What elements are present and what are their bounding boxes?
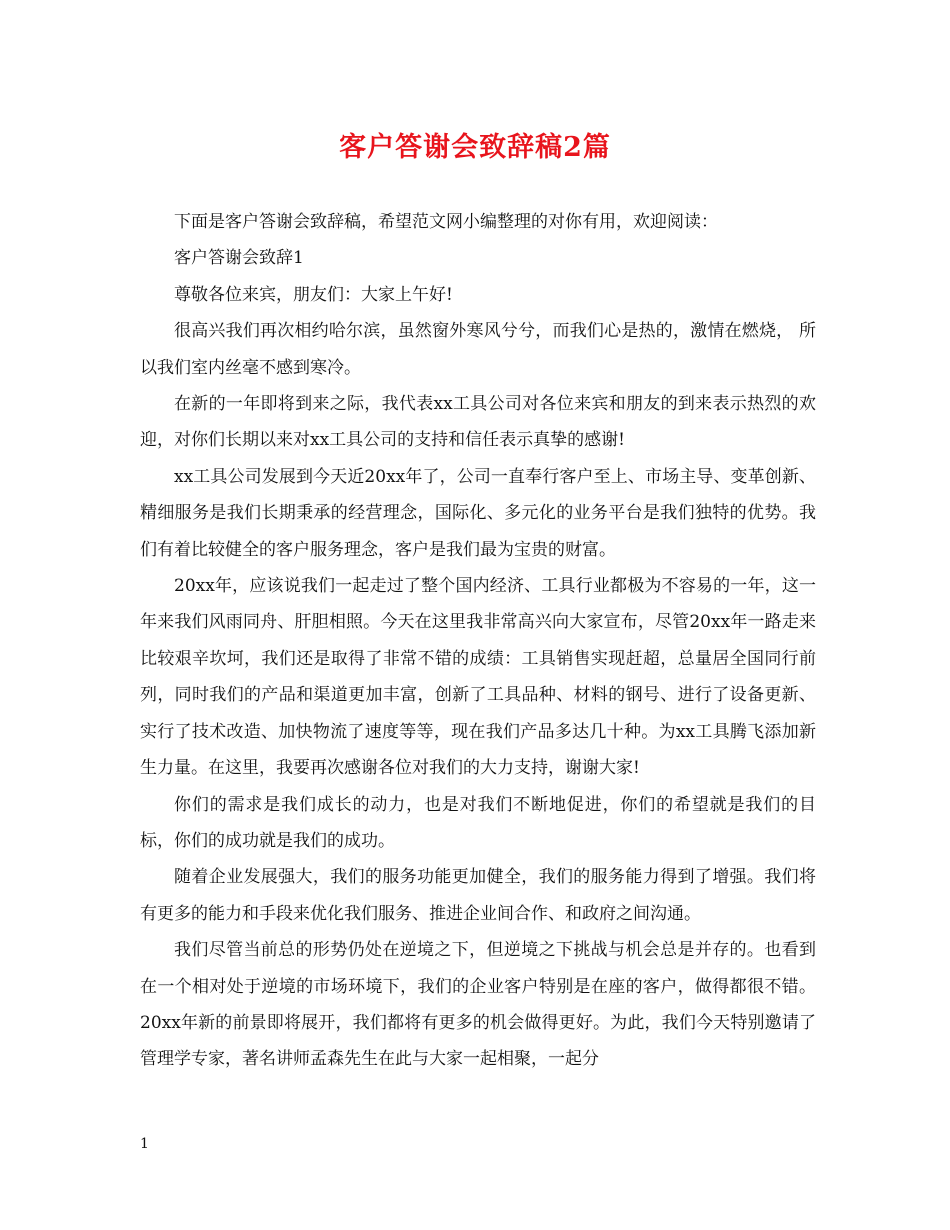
document-body — [140, 204, 816, 1078]
document-title: 客户答谢会致辞稿2篇 — [339, 132, 611, 163]
paragraph: 在新的一年即将到来之际，我代表xx工具公司对各位来宾和朋友的到来表示热烈的欢迎，对你们长期以来对xx工具公司的支持和信任表示真挚的感谢! — [140, 394, 816, 451]
paragraph: 很高兴我们再次相约哈尔滨，虽然窗外寒风兮兮，而我们心是热的，激情在燃烧， 所以我们室内丝毫不感到寒冷。 — [140, 321, 816, 378]
paragraph: 随着企业发展强大，我们的服务功能更加健全，我们的服务能力得到了增强。我们将有更多的能力和手段来优化我们服务、推进企业间合作、和政府之间沟通。 — [140, 867, 816, 924]
paragraph: 我们尽管当前总的形势仍处在逆境之下，但逆境之下挑战与机会总是并存的。也看到在一个相对处于逆境的市场环境下，我们的企业客户特别是在座的客户，做得都很不错。20xx年新的前景即将展开，我们都将有更多的机会做得更好。为此，我们今天特别邀请了管理学专家，著名讲师孟森先生在此与大家一起相聚，一起分 — [140, 940, 816, 1070]
paragraph: 你们的需求是我们成长的动力，也是对我们不断地促进，你们的希望就是我们的目标，你们的成功就是我们的成功。 — [140, 794, 816, 851]
paragraph: xx工具公司发展到今天近20xx年了，公司一直奉行客户至上、市场主导、变革创新、精细服务是我们长期秉承的经营理念，国际化、多元化的业务平台是我们独特的优势。我们有着比较健全的客户服务理念，客户是我们最为宝贵的财富。 — [140, 466, 816, 560]
page-number: 1 — [140, 1136, 149, 1152]
paragraph: 下面是客户答谢会致辞稿，希望范文网小编整理的对你有用，欢迎阅读： — [174, 212, 718, 232]
paragraph: 20xx年，应该说我们一起走过了整个国内经济、工具行业都极为不容易的一年，这一年来我们风雨同舟、肝胆相照。今天在这里我非常高兴向大家宣布，尽管20xx年一路走来比较艰辛坎坷，我们还是取得了非常不错的成绩：工具销售实现赶超，总量居全国同行前列，同时我们的产品和渠道更加丰富，创新了工具品种、材料的钢号、进行了设备更新、实行了技术改造、加快物流了速度等等，现在我们产品多达几十种。为xx工具腾飞添加新生力量。在这里，我要再次感谢各位对我们的大力支持，谢谢大家! — [140, 576, 816, 779]
paragraph: 尊敬各位来宾，朋友们：大家上午好! — [174, 284, 453, 305]
paragraph: 客户答谢会致辞1 — [174, 248, 304, 269]
